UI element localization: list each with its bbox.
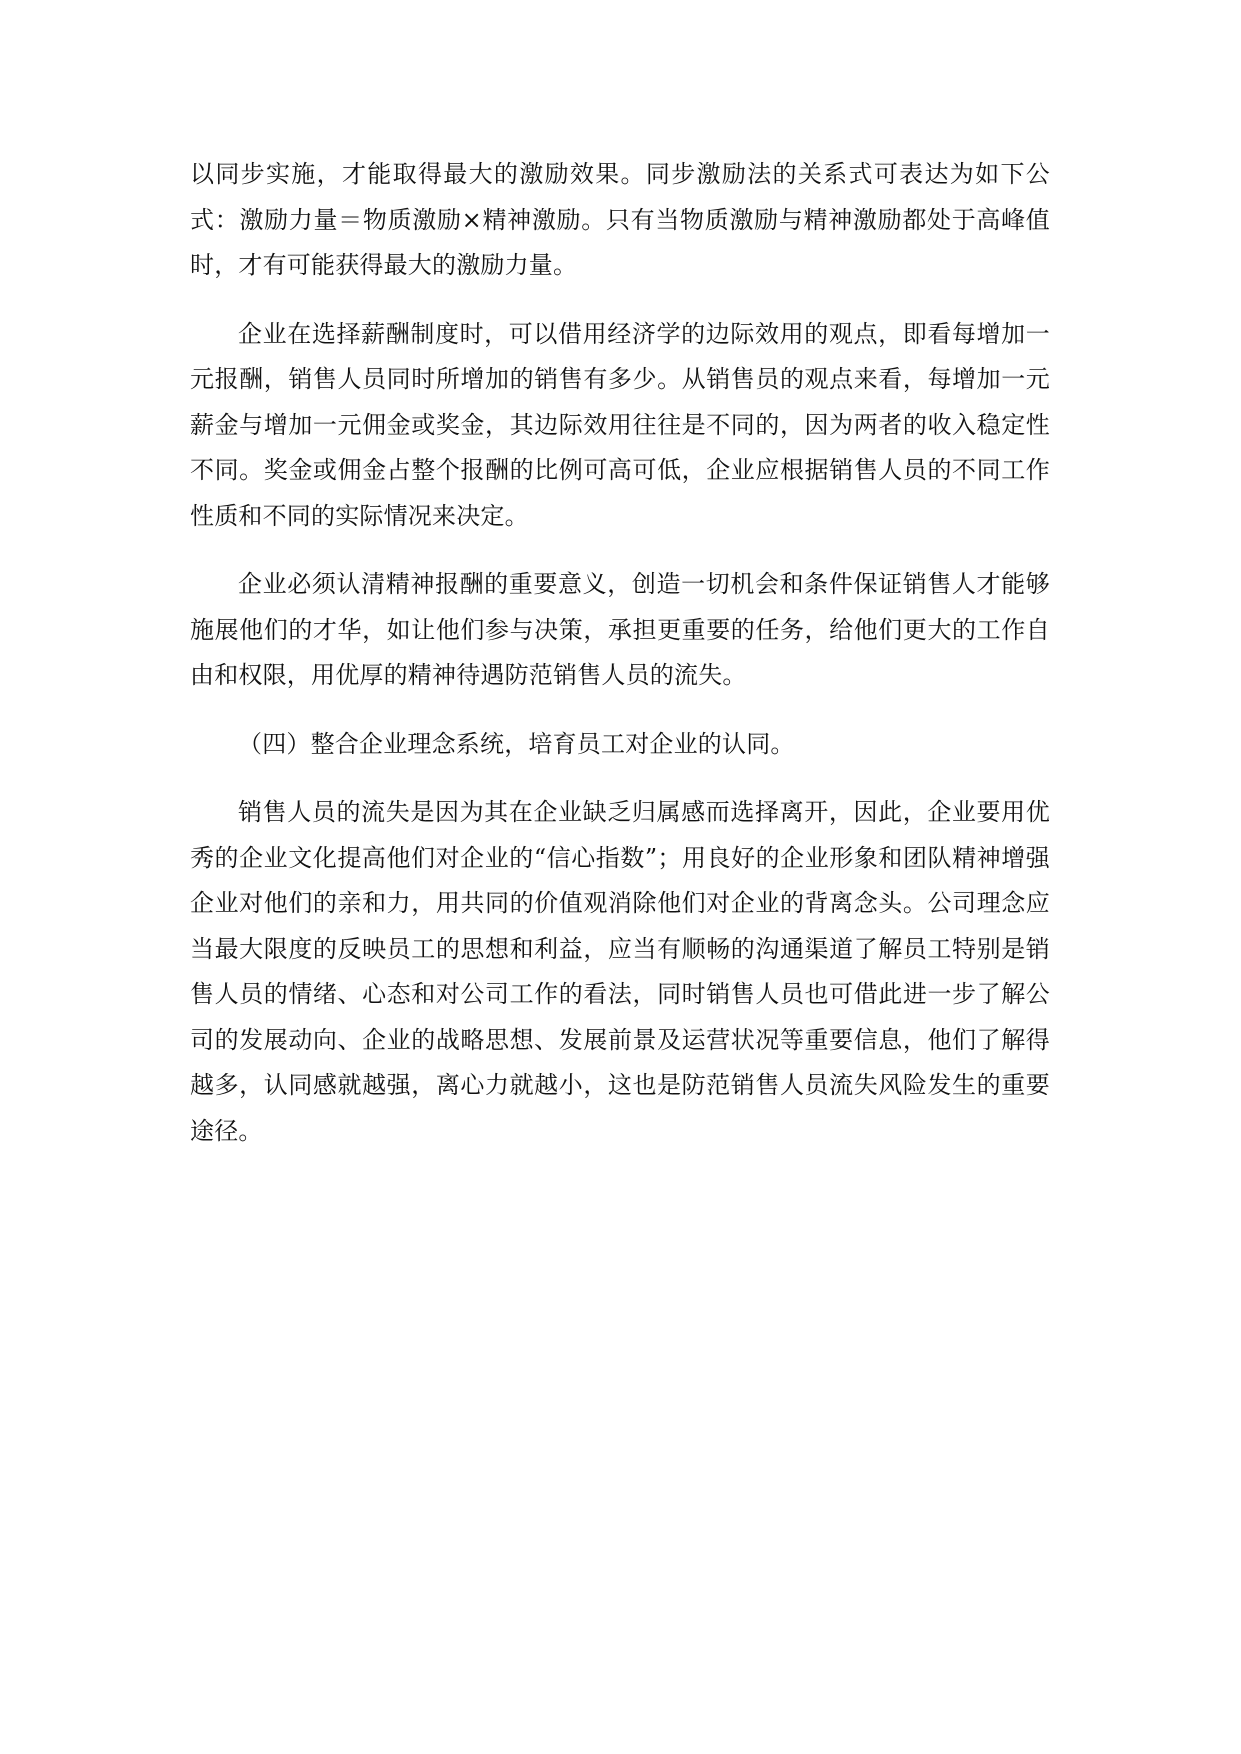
paragraph-spiritual-reward: 企业必须认清精神报酬的重要意义，创造一切机会和条件保证销售人才能够施展他们的才华，如让他们参与决策，承担更重要的任务，给他们更大的工作自由和权限，用优厚的精神待遇防范销售人员的流失。: [190, 570, 1050, 689]
section-heading-four: （四）整合企业理念系统，培育员工对企业的认同。: [238, 729, 795, 758]
paragraph-compensation-system: 企业在选择薪酬制度时，可以借用经济学的边际效用的观点，即看每增加一元报酬，销售人员同时所增加的销售有多少。从销售员的观点来看，每增加一元薪金与增加一元佣金或奖金，其边际效用往往是不同的，因为两者的收入稳定性不同。奖金或佣金占整个报酬的比例可高可低，企业应根据销售人员的不同工作性质和不同的实际情况来决定。: [190, 319, 1050, 530]
paragraph-corporate-culture: 销售人员的流失是因为其在企业缺乏归属感而选择离开，因此，企业要用优秀的企业文化提高他们对企业的“信心指数”；用良好的企业形象和团队精神增强企业对他们的亲和力，用共同的价值观消除他们对企业的背离念头。公司理念应当最大限度的反映员工的思想和利益，应当有顺畅的沟通渠道了解员工特别是销售人员的情绪、心态和对公司工作的看法，同时销售人员也可借此进一步了解公司的发展动向、企业的战略思想、发展前景及运营状况等重要信息，他们了解得越多，认同感就越强，离心力就越小，这也是防范销售人员流失风险发生的重要途径。: [190, 798, 1050, 1145]
document-body: [190, 152, 1050, 1154]
paragraph-continuation: 以同步实施，才能取得最大的激励效果。同步激励法的关系式可表达为如下公式：激励力量＝物质激励×精神激励。只有当物质激励与精神激励都处于高峰值时，才有可能获得最大的激励力量。: [190, 160, 1050, 279]
